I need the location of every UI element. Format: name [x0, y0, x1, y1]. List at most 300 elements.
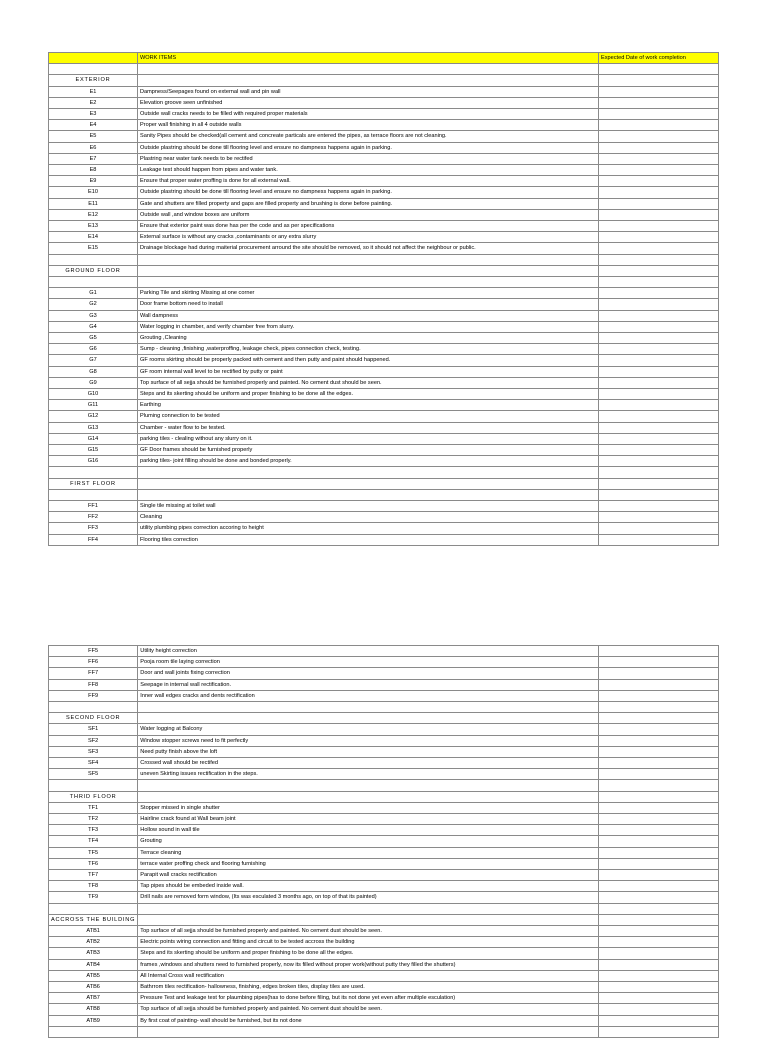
item-description: Steps and its skerting should be uniform and proper finishing to be done all the edges. [138, 948, 599, 959]
completion-date-cell [599, 814, 719, 825]
section-title: SECOND FLOOR [49, 713, 138, 724]
item-id: G2 [49, 299, 138, 310]
table-row [49, 892, 719, 903]
item-id: E2 [49, 97, 138, 108]
table-row [49, 501, 719, 512]
table-row [49, 142, 719, 153]
item-description: Utility height correction [138, 646, 599, 657]
item-description: frames ,windows and shutters need to furnished properly, now its filled without proper work(without putty they filled the shutters) [138, 959, 599, 970]
table-row [49, 780, 719, 791]
completion-date-cell [599, 445, 719, 456]
item-id: G8 [49, 366, 138, 377]
item-description [138, 791, 599, 802]
item-id: E3 [49, 109, 138, 120]
table-row [49, 456, 719, 467]
section-title: ACCROSS THE BUILDING [49, 914, 138, 925]
section-title: FIRST FLOOR [49, 478, 138, 489]
completion-date-cell [599, 232, 719, 243]
section-row [49, 914, 719, 925]
completion-date-cell [599, 836, 719, 847]
item-description [138, 64, 599, 75]
table-row [49, 176, 719, 187]
completion-date-cell [599, 668, 719, 679]
completion-date-cell [599, 243, 719, 254]
completion-date-cell [599, 333, 719, 344]
completion-date-cell [599, 937, 719, 948]
item-description: parking tiles - clealing without any slurry on it. [138, 433, 599, 444]
item-id: SF4 [49, 758, 138, 769]
completion-date-cell [599, 903, 719, 914]
item-id: G14 [49, 433, 138, 444]
completion-date-cell [599, 769, 719, 780]
item-description [138, 277, 599, 288]
item-description: Steps and its skerting should be uniform and proper finishing to be done all the edges. [138, 389, 599, 400]
item-description: Door frame bottom need to install [138, 299, 599, 310]
work-items-table-page-2 [48, 645, 719, 1038]
table-row [49, 758, 719, 769]
table-row [49, 288, 719, 299]
item-id: SF1 [49, 724, 138, 735]
item-id [49, 64, 138, 75]
completion-date-cell [599, 422, 719, 433]
table-row [49, 690, 719, 701]
table-row [49, 881, 719, 892]
completion-date-cell [599, 735, 719, 746]
completion-date-cell [599, 288, 719, 299]
item-id: ATB6 [49, 982, 138, 993]
table-row [49, 377, 719, 388]
table-row [49, 523, 719, 534]
completion-date-cell [599, 948, 719, 959]
table-row [49, 321, 719, 332]
header-expected-date: Expected Date of work completion [599, 53, 719, 64]
completion-date-cell [599, 97, 719, 108]
item-id: G13 [49, 422, 138, 433]
item-description: Seepage in internal wall rectification. [138, 679, 599, 690]
completion-date-cell [599, 702, 719, 713]
completion-date-cell [599, 825, 719, 836]
item-description: Pluming connection to be tested [138, 411, 599, 422]
item-description: By first coat of painting- wall should be furnished, but its not done [138, 1015, 599, 1026]
completion-date-cell [599, 478, 719, 489]
item-description: Door and wall joints fixing correction [138, 668, 599, 679]
item-description: Ensure that exterior paint was done has per the code and as per specifications [138, 221, 599, 232]
table-row [49, 232, 719, 243]
item-id: FF5 [49, 646, 138, 657]
table-row [49, 1015, 719, 1026]
item-id: TF6 [49, 858, 138, 869]
item-description: GF Door frames should be furnished properly [138, 445, 599, 456]
table-row [49, 970, 719, 981]
table-row [49, 825, 719, 836]
item-id: G3 [49, 310, 138, 321]
table-row [49, 299, 719, 310]
item-description: Top surface of all sejja should be furnished properly and painted. No cement dust should be seen. [138, 377, 599, 388]
item-id: G16 [49, 456, 138, 467]
item-description: GF rooms skirting should be properly packed with cement and then putty and paint should happened. [138, 355, 599, 366]
completion-date-cell [599, 501, 719, 512]
item-id: ATB1 [49, 926, 138, 937]
table-row [49, 344, 719, 355]
item-id: FF7 [49, 668, 138, 679]
item-id: E1 [49, 86, 138, 97]
item-id: E11 [49, 198, 138, 209]
completion-date-cell [599, 142, 719, 153]
table-row [49, 814, 719, 825]
item-description: Crossed wall should be rectifed [138, 758, 599, 769]
completion-date-cell [599, 758, 719, 769]
completion-date-cell [599, 221, 719, 232]
table-row [49, 187, 719, 198]
table-row [49, 120, 719, 131]
item-id: G10 [49, 389, 138, 400]
completion-date-cell [599, 209, 719, 220]
item-description: Parking Tile and skirting Missing at one corner [138, 288, 599, 299]
completion-date-cell [599, 724, 719, 735]
header-row [49, 53, 719, 64]
item-id: G4 [49, 321, 138, 332]
item-id: FF3 [49, 523, 138, 534]
table-row [49, 109, 719, 120]
item-description: Gate and shutters are filled property and gaps are filled property and brushing is done before painting. [138, 198, 599, 209]
item-description: Water logging in chamber, and verify chamber free from slurry. [138, 321, 599, 332]
item-id: E10 [49, 187, 138, 198]
item-description: Outside plastring should be done till flooring level and ensure no dampness happens again in parking. [138, 187, 599, 198]
table-row [49, 679, 719, 690]
table-row [49, 926, 719, 937]
table-row [49, 366, 719, 377]
item-description: Terrace cleaning [138, 847, 599, 858]
completion-date-cell [599, 86, 719, 97]
table-row [49, 802, 719, 813]
section-row [49, 713, 719, 724]
table-row [49, 467, 719, 478]
completion-date-cell [599, 892, 719, 903]
item-description: Drainage blockage had during maiterial procurement arround the site should be removed, so it should not affect the neighbour or public. [138, 243, 599, 254]
table-row [49, 86, 719, 97]
table-row [49, 198, 719, 209]
item-id: TF7 [49, 870, 138, 881]
item-description [138, 75, 599, 86]
completion-date-cell [599, 713, 719, 724]
completion-date-cell [599, 982, 719, 993]
item-description [138, 914, 599, 925]
completion-date-cell [599, 802, 719, 813]
item-description: Plastring near water tank needs to be rectifed [138, 153, 599, 164]
table-row [49, 769, 719, 780]
completion-date-cell [599, 780, 719, 791]
completion-date-cell [599, 858, 719, 869]
completion-date-cell [599, 165, 719, 176]
completion-date-cell [599, 153, 719, 164]
item-description: Drill nails are removed form window, (Its was esculated 3 months ago, on top of that its painted) [138, 892, 599, 903]
table-row [49, 1026, 719, 1037]
section-title: GROUND FLOOR [49, 265, 138, 276]
item-id [49, 277, 138, 288]
table-row [49, 310, 719, 321]
table-row [49, 657, 719, 668]
table-row [49, 512, 719, 523]
item-id: E9 [49, 176, 138, 187]
table-row [49, 97, 719, 108]
item-description: Window stopper screws need to fit perfectly [138, 735, 599, 746]
section-row [49, 265, 719, 276]
item-id: E13 [49, 221, 138, 232]
completion-date-cell [599, 847, 719, 858]
item-description [138, 702, 599, 713]
item-description: Outside wall ,and window boxes are uniform [138, 209, 599, 220]
completion-date-cell [599, 64, 719, 75]
item-id: G15 [49, 445, 138, 456]
table-row [49, 959, 719, 970]
item-description: terrace water proffing check and flooring furnishing [138, 858, 599, 869]
item-description: Single tile missing at toilet wall [138, 501, 599, 512]
completion-date-cell [599, 690, 719, 701]
table-row [49, 64, 719, 75]
item-id: E14 [49, 232, 138, 243]
item-id [49, 467, 138, 478]
completion-date-cell [599, 254, 719, 265]
table-row [49, 389, 719, 400]
table-row [49, 858, 719, 869]
item-id: E8 [49, 165, 138, 176]
item-description [138, 254, 599, 265]
item-id: SF2 [49, 735, 138, 746]
completion-date-cell [599, 1004, 719, 1015]
item-description: Stopper missed in single shutter [138, 802, 599, 813]
item-id: TF4 [49, 836, 138, 847]
item-id: TF2 [49, 814, 138, 825]
table-row [49, 131, 719, 142]
table-row [49, 724, 719, 735]
item-id [49, 1026, 138, 1037]
item-description: Hollow sound in wall tile [138, 825, 599, 836]
completion-date-cell [599, 299, 719, 310]
item-description: Chamber - water flow to be tested. [138, 422, 599, 433]
section-row [49, 75, 719, 86]
item-description: Sanity Pipes should be checked(all cement and concreate particals are entered the pipes, as terrace floors are not cleaning. [138, 131, 599, 142]
item-id: FF4 [49, 534, 138, 545]
item-description: parking tiles- joint filling should be done and bonded properly. [138, 456, 599, 467]
table-row [49, 870, 719, 881]
table-row [49, 355, 719, 366]
item-description: Outside plastring should be done till flooring level and ensure no dampness happens again in parking. [138, 142, 599, 153]
item-description: GF room internal wall level to be rectified by putty or paint [138, 366, 599, 377]
item-description: Wall dampness [138, 310, 599, 321]
item-id: E4 [49, 120, 138, 131]
completion-date-cell [599, 523, 719, 534]
item-id: E15 [49, 243, 138, 254]
item-id: ATB5 [49, 970, 138, 981]
item-id: ATB7 [49, 993, 138, 1004]
table-row [49, 534, 719, 545]
item-id: TF8 [49, 881, 138, 892]
item-description: Top surface of all sejja should be furnished properly and painted. No cement dust should be seen. [138, 926, 599, 937]
item-id: FF2 [49, 512, 138, 523]
completion-date-cell [599, 1026, 719, 1037]
item-description: Flooring tiles correction [138, 534, 599, 545]
item-id: E5 [49, 131, 138, 142]
item-id [49, 254, 138, 265]
item-description: Tap pipes should be embeded inside wall. [138, 881, 599, 892]
item-description: Parapit wall cracks rectification [138, 870, 599, 881]
item-description: Elevation groove seen unfinished [138, 97, 599, 108]
item-id: ATB8 [49, 1004, 138, 1015]
item-id: ATB3 [49, 948, 138, 959]
table-row [49, 489, 719, 500]
table-row [49, 277, 719, 288]
item-id: ATB4 [49, 959, 138, 970]
item-id: E7 [49, 153, 138, 164]
table-row [49, 243, 719, 254]
item-id: G7 [49, 355, 138, 366]
item-description: External surface is without any cracks ,contaminants or any extra slurry [138, 232, 599, 243]
completion-date-cell [599, 389, 719, 400]
item-description: Top surface of all sejja should be furnished properly and painted. No cement dust should be seen. [138, 1004, 599, 1015]
completion-date-cell [599, 489, 719, 500]
table-row [49, 847, 719, 858]
item-id: G9 [49, 377, 138, 388]
completion-date-cell [599, 120, 719, 131]
item-description: All Internal Cross wall rectification [138, 970, 599, 981]
completion-date-cell [599, 75, 719, 86]
table-row [49, 746, 719, 757]
completion-date-cell [599, 411, 719, 422]
completion-date-cell [599, 198, 719, 209]
header-id-cell [49, 53, 138, 64]
item-description: Hairline crack found at Wall beam joint [138, 814, 599, 825]
completion-date-cell [599, 456, 719, 467]
table-row [49, 422, 719, 433]
completion-date-cell [599, 646, 719, 657]
table-row [49, 445, 719, 456]
table-row [49, 209, 719, 220]
item-id [49, 903, 138, 914]
item-id: TF1 [49, 802, 138, 813]
item-description: Leakage test should happen from pipes and water tank. [138, 165, 599, 176]
item-description: Dampness/Seepages found on external wall and pin wall [138, 86, 599, 97]
item-id: E6 [49, 142, 138, 153]
table-row [49, 735, 719, 746]
completion-date-cell [599, 344, 719, 355]
item-description [138, 713, 599, 724]
table-row [49, 836, 719, 847]
item-description: Inner wall edges cracks and dents rectification [138, 690, 599, 701]
item-description [138, 1026, 599, 1037]
item-id: G6 [49, 344, 138, 355]
completion-date-cell [599, 1015, 719, 1026]
table-row [49, 433, 719, 444]
completion-date-cell [599, 131, 719, 142]
section-row [49, 791, 719, 802]
item-description [138, 903, 599, 914]
completion-date-cell [599, 993, 719, 1004]
work-items-table-page-1 [48, 52, 719, 546]
item-id: G11 [49, 400, 138, 411]
completion-date-cell [599, 265, 719, 276]
item-description: Pressure Test and leakage test for plaumbing pipes(has to done before filing, but its not done yet even after multiple esculation) [138, 993, 599, 1004]
table-row [49, 668, 719, 679]
header-work-items: WORK ITEMS [138, 53, 599, 64]
completion-date-cell [599, 187, 719, 198]
item-id: E12 [49, 209, 138, 220]
item-description: Cleaning [138, 512, 599, 523]
item-description: utility plumbing pipes correction accoring to height [138, 523, 599, 534]
completion-date-cell [599, 366, 719, 377]
item-description: Pooja room tile laying correction [138, 657, 599, 668]
completion-date-cell [599, 926, 719, 937]
item-id: FF1 [49, 501, 138, 512]
completion-date-cell [599, 870, 719, 881]
item-description: Proper wall finishing in all 4 outside walls [138, 120, 599, 131]
item-description: Need putty finish above the loft [138, 746, 599, 757]
completion-date-cell [599, 914, 719, 925]
item-id [49, 489, 138, 500]
completion-date-cell [599, 657, 719, 668]
item-description [138, 780, 599, 791]
table-row [49, 937, 719, 948]
item-description: Outside wall cracks needs to be filled with required proper materials [138, 109, 599, 120]
table-row [49, 165, 719, 176]
item-id: G12 [49, 411, 138, 422]
completion-date-cell [599, 377, 719, 388]
item-id: FF9 [49, 690, 138, 701]
completion-date-cell [599, 467, 719, 478]
completion-date-cell [599, 534, 719, 545]
section-row [49, 478, 719, 489]
item-id: SF5 [49, 769, 138, 780]
item-id [49, 702, 138, 713]
item-description: Earthing [138, 400, 599, 411]
item-id: TF3 [49, 825, 138, 836]
completion-date-cell [599, 679, 719, 690]
item-description: Sump - cleaning ,finishing ,waterproffing, leakage check, pipes connection check, testing. [138, 344, 599, 355]
completion-date-cell [599, 109, 719, 120]
completion-date-cell [599, 400, 719, 411]
item-description: Electric points wiring connection and fitting and circuit to be tested accross the building [138, 937, 599, 948]
table-row [49, 982, 719, 993]
completion-date-cell [599, 277, 719, 288]
item-description: Grouting ,Cleaning [138, 333, 599, 344]
item-id: TF9 [49, 892, 138, 903]
completion-date-cell [599, 791, 719, 802]
table-row [49, 411, 719, 422]
completion-date-cell [599, 512, 719, 523]
completion-date-cell [599, 746, 719, 757]
section-title: EXTERIOR [49, 75, 138, 86]
item-id: TF5 [49, 847, 138, 858]
item-id: ATB9 [49, 1015, 138, 1026]
table-row [49, 993, 719, 1004]
item-description: uneven Skirting issues rectification in the steps. [138, 769, 599, 780]
table-row [49, 400, 719, 411]
section-title: THRID FLOOR [49, 791, 138, 802]
item-description [138, 265, 599, 276]
item-description [138, 467, 599, 478]
completion-date-cell [599, 433, 719, 444]
item-description [138, 478, 599, 489]
item-description: Ensure that proper water proffing is done for all external wall. [138, 176, 599, 187]
table-row [49, 948, 719, 959]
item-id [49, 780, 138, 791]
table-row [49, 221, 719, 232]
table-row [49, 646, 719, 657]
completion-date-cell [599, 355, 719, 366]
completion-date-cell [599, 321, 719, 332]
table-row [49, 254, 719, 265]
table-row [49, 903, 719, 914]
table-row [49, 153, 719, 164]
